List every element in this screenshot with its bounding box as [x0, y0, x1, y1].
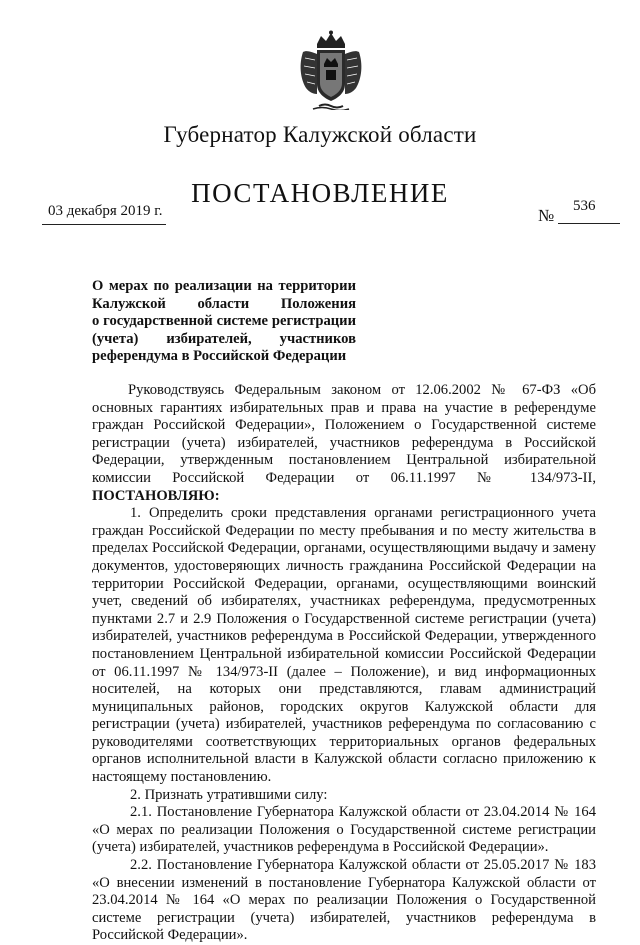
document-title: [92, 278, 356, 366]
paragraph-1: 1. Определить сроки представления органами регистрационного учета граждан Российской Федерации по месту пребывания и по месту жительства в пределах Российской Федерации, органами, осуществляющими выдачу и замену документов, удостоверяющих личность гражданина Российской Федерации на территории Российской Федерации, органами, осуществляющими воинский учет, сведений об избирателях, участниках референдума, предусмотренных пунктами 2.7 и 2.9 Положения о Государственной системе регистрации (учета) избирателей, участников референдума в Российской Федерации, утвержденного постановлением Центральной избирательной комиссии Российской Федерации от 06.11.1997 № 134/973-II (далее – Положение), и вид информационных носителей, на которых они представляются, главам администраций муниципальных районов, городских округов Калужской области для регистрации (учета) избирателей, участников референдума по согласованию с руководителями соответствующих территориальных органов федеральных органов исполнительной власти в Калужской области согласно приложению к настоящему постановлению.: [92, 505, 596, 786]
number-label: №: [538, 206, 555, 225]
preamble-text: Руководствуясь Федеральным законом от 12.06.2002 № 67-ФЗ «Об основных гарантиях избирательных прав и права на участие в референдуме граждан Российской Федерации», Положением о Государственной системе регистрации (учета) избирателей, участников референдума в Российской Федерации, утвержденным постановлением Центральной избирательной комиссии Российской Федерации от 06.11.1997 № 134/973-II,: [92, 382, 596, 486]
title-line: о государственной системе регистрации: [92, 313, 356, 329]
document-date: 03 декабря 2019 г.: [48, 203, 163, 219]
title-line: О мерах по реализации на территории: [92, 278, 356, 294]
document-number: 536: [573, 198, 596, 214]
number-underline: [558, 223, 620, 224]
paragraph-2-2: 2.2. Постановление Губернатора Калужской области от 25.05.2017 № 183 «О внесении изменений в постановление Губернатора Калужской области от 23.04.2014 № 164 «О мерах по реализации Положения о Государственной системе регистрации (учета) избирателей, участников референдума в Российской Федерации».: [92, 857, 596, 944]
preamble-paragraph: [92, 382, 596, 505]
coat-of-arms-icon: [297, 30, 365, 110]
paragraph-2: 2. Признать утратившими силу:: [130, 786, 328, 803]
date-underline: [42, 224, 166, 225]
title-line: (учета) избирателей, участников: [92, 330, 356, 347]
title-line: Калужской области Положения: [92, 295, 356, 312]
document-body: [92, 382, 596, 945]
paragraph-2-1: 2.1. Постановление Губернатора Калужской области от 23.04.2014 № 164 «О мерах по реализации Положения о Государственной системе регистрации (учета) избирателей, участников референдума в Российской Федерации».: [92, 804, 596, 856]
resolution-keyword: ПОСТАНОВЛЯЮ:: [92, 487, 220, 504]
document-type: ПОСТАНОВЛЕНИЕ: [191, 178, 449, 208]
title-line: референдума в Российской Федерации: [92, 348, 347, 364]
issuing-authority: Губернатор Калужской области: [163, 122, 477, 147]
